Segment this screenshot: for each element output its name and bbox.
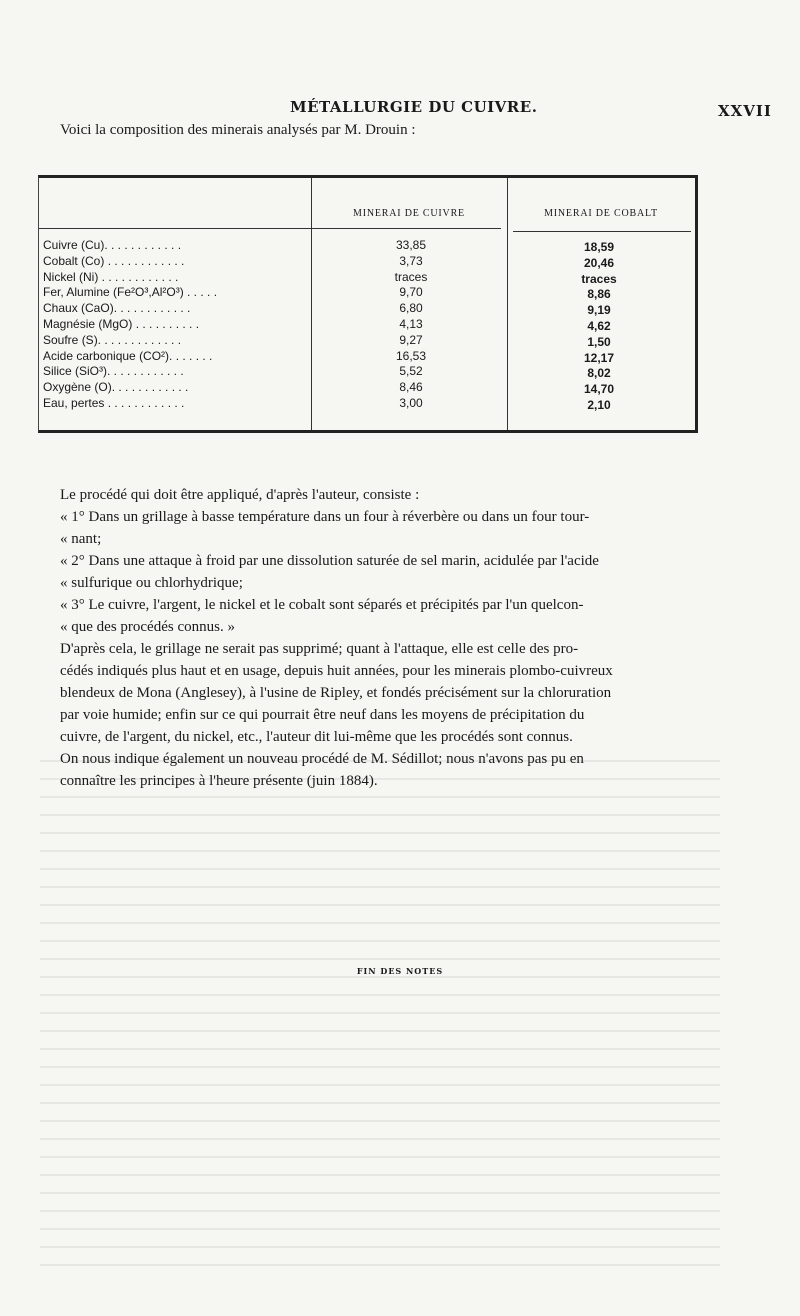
- paragraph-line: Le procédé qui doit être appliqué, d'après l'auteur, consiste :: [60, 487, 420, 503]
- paragraph-line: par voie humide; enfin sur ce qui pourrait être neuf dans les moyens de précipitation du: [60, 707, 585, 723]
- column-header-cobalt: MINERAI DE COBALT: [544, 208, 658, 219]
- value-cobalt: traces: [581, 271, 617, 286]
- page-number: XXVII: [718, 102, 772, 120]
- table-row: [39, 254, 695, 270]
- value-cobalt: 12,17: [583, 350, 615, 365]
- body-text: [60, 484, 700, 792]
- value-cobalt: 9,19: [587, 303, 611, 318]
- row-label: Silice (SiO³). . . . . . . . . . . .: [43, 364, 184, 379]
- table-row: [39, 333, 695, 349]
- value-cuivre: 5,52: [399, 364, 423, 379]
- paragraph-line: « 3° Le cuivre, l'argent, le nickel et le cobalt sont séparés et précipités par l'un quelcon-: [60, 597, 584, 613]
- value-cobalt: 20,46: [583, 255, 615, 270]
- paragraph-line: « 1° Dans un grillage à basse température dans un four à réverbère ou dans un four tour-: [60, 509, 590, 525]
- table-row: [39, 317, 695, 333]
- table-row: [39, 396, 695, 412]
- running-head: [0, 98, 800, 122]
- row-label: Nickel (Ni) . . . . . . . . . . . .: [43, 269, 179, 284]
- paragraph-line: cédés indiqués plus haut et en usage, depuis huit années, pour les minerais plombo-cuivreux: [60, 663, 613, 679]
- row-label: Oxygène (O). . . . . . . . . . . .: [43, 380, 189, 395]
- value-cuivre: 8,46: [399, 380, 423, 395]
- paragraph-line: « nant;: [60, 531, 102, 547]
- table-row: [39, 380, 695, 396]
- paragraph-line: « 2° Dans une attaque à froid par une dissolution saturée de sel marin, acidulée par l'acide: [60, 553, 599, 569]
- value-cobalt: 8,02: [587, 366, 611, 381]
- row-label: Chaux (CaO). . . . . . . . . . . .: [43, 301, 191, 316]
- value-cobalt: 4,62: [587, 318, 611, 333]
- table-row: [39, 285, 695, 301]
- paragraph-line: blendeux de Mona (Anglesey), à l'usine de Ripley, et fondés précisément sur la chloruration: [60, 685, 612, 701]
- value-cuivre: 33,85: [395, 238, 427, 252]
- paragraph-line: « sulfurique ou chlorhydrique;: [60, 575, 243, 591]
- row-label: Fer, Alumine (Fe²O³,Al²O³) . . . . .: [43, 285, 218, 300]
- value-cuivre: 16,53: [395, 348, 427, 363]
- row-label: Eau, pertes . . . . . . . . . . . .: [43, 395, 185, 410]
- table-body: [39, 238, 695, 412]
- row-label: Soufre (S). . . . . . . . . . . . .: [43, 332, 182, 347]
- value-cuivre: 6,80: [399, 301, 423, 316]
- row-label: Cuivre (Cu). . . . . . . . . . . .: [43, 238, 182, 252]
- table-row: [39, 270, 695, 286]
- table-row: [39, 301, 695, 317]
- value-cuivre: traces: [394, 269, 428, 284]
- value-cuivre: 3,00: [399, 395, 423, 410]
- paragraph-line: D'après cela, le grillage ne serait pas supprimé; quant à l'attaque, elle est celle des pro-: [60, 641, 579, 657]
- table-row: [39, 238, 695, 254]
- value-cuivre: 9,70: [399, 285, 423, 300]
- value-cobalt: 18,59: [583, 240, 615, 254]
- value-cuivre: 4,13: [399, 316, 423, 331]
- table-row: [39, 349, 695, 365]
- table-row: [39, 364, 695, 380]
- show-through-background: [40, 760, 720, 1280]
- paragraph-line: « que des procédés connus. »: [60, 619, 235, 635]
- intro-line: Voici la composition des minerais analysés par M. Drouin :: [60, 122, 416, 138]
- value-cobalt: 2,10: [587, 397, 611, 412]
- value-cuivre: 3,73: [399, 253, 423, 268]
- value-cobalt: 8,86: [587, 287, 611, 302]
- value-cobalt: 14,70: [583, 382, 615, 397]
- row-label: Cobalt (Co) . . . . . . . . . . . .: [43, 253, 185, 268]
- paragraph-line: connaître les principes à l'heure présente (juin 1884).: [60, 773, 378, 789]
- running-title: MÉTALLURGIE DU CUIVRE.: [290, 98, 538, 116]
- composition-table: [38, 175, 698, 433]
- paragraph-line: On nous indique également un nouveau procédé de M. Sédillot; nous n'avons pas pu en: [60, 751, 584, 767]
- row-label: Magnésie (MgO) . . . . . . . . . .: [43, 316, 200, 331]
- value-cuivre: 9,27: [399, 332, 423, 347]
- value-cobalt: 1,50: [587, 334, 611, 349]
- column-header-cuivre: MINERAI DE CUIVRE: [353, 208, 465, 219]
- header-rule: [513, 231, 691, 232]
- end-of-notes: FIN DES NOTES: [356, 966, 444, 976]
- paragraph-line: cuivre, de l'argent, du nickel, etc., l'auteur dit lui-même que les procédés sont connus.: [60, 729, 573, 745]
- row-label: Acide carbonique (CO²). . . . . . .: [43, 348, 213, 363]
- header-rule: [39, 228, 501, 229]
